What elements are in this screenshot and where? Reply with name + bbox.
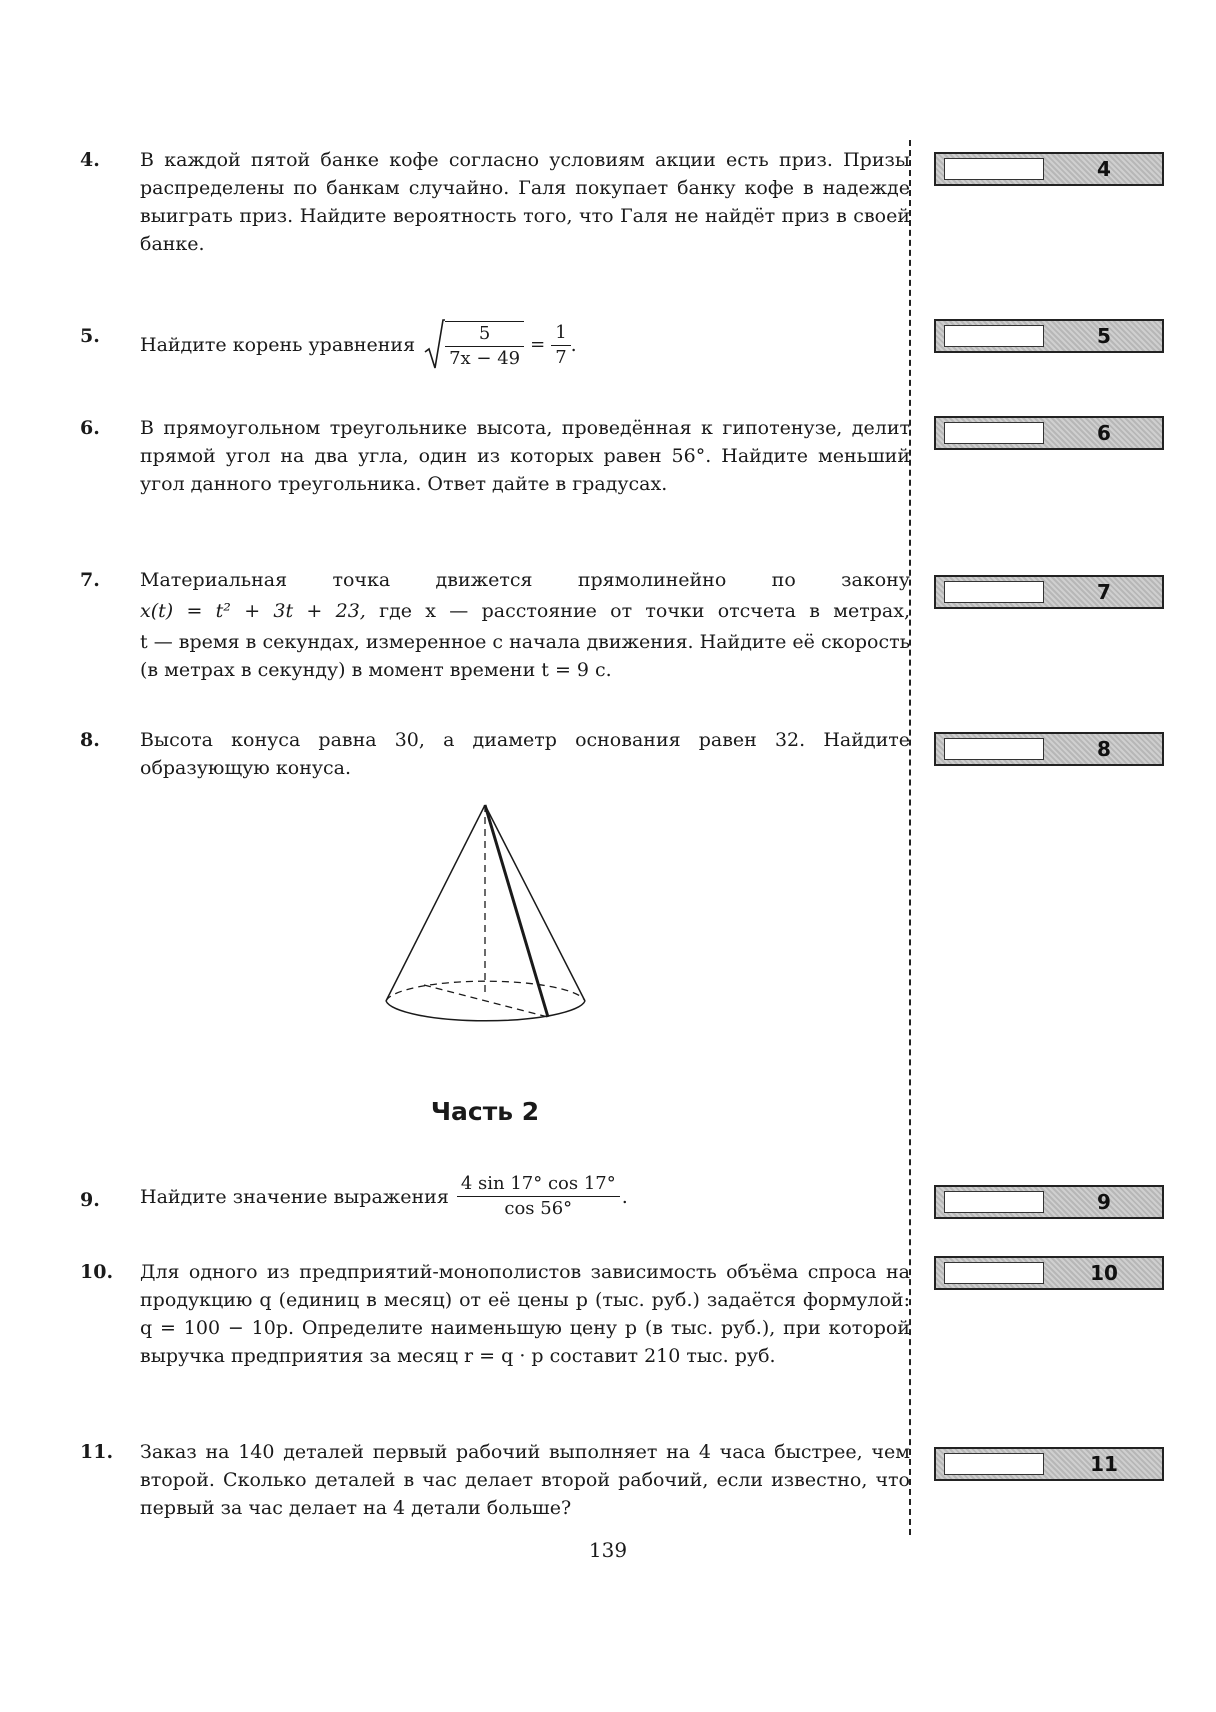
page-number: 139 — [588, 1538, 628, 1562]
formula-explanation: где x — расстояние от точки отсчета в метрах, — [379, 600, 910, 622]
problem-number: 9. — [80, 1189, 100, 1211]
problem-text-line3: t — время в секундах, измеренное с начала движения. Найдите её скорость (в метрах в секунду) в момент времени t = 9 с. — [140, 631, 910, 681]
period: . — [570, 334, 577, 356]
trig-denominator: cos 56° — [504, 1198, 573, 1219]
cone-base-diameter — [424, 985, 548, 1017]
answer-label: 5 — [1097, 324, 1111, 348]
answer-field[interactable] — [944, 581, 1044, 603]
problem-text: В каждой пятой банке кофе согласно условиям акции есть приз. Призы распределены по банкам случайно. Галя покупает банку кофе в надежде выиграть приз. Найдите вероятность того, что Галя не найдёт приз в своей банке. — [140, 149, 910, 255]
answer-box-10[interactable] — [934, 1256, 1164, 1290]
motion-formula: x(t) = t² + 3t + 23, — [140, 600, 366, 622]
problem-number: 5. — [80, 325, 100, 347]
rhs-numerator: 1 — [551, 321, 570, 346]
problem-text-line2 — [140, 597, 910, 625]
problem-number: 4. — [80, 149, 100, 171]
answer-label: 9 — [1097, 1190, 1111, 1214]
sqrt-denominator: 7x − 49 — [449, 348, 521, 369]
answer-box-11[interactable] — [934, 1447, 1164, 1481]
section-title: Часть 2 — [430, 1097, 540, 1126]
problem-text-line1: Материальная точка движется прямолинейно по закону — [140, 569, 910, 591]
answer-field[interactable] — [944, 1191, 1044, 1213]
trig-fraction — [457, 1172, 620, 1221]
problem-number: 8. — [80, 729, 100, 751]
cone-base-front — [386, 1001, 585, 1021]
problem-text-lead: Найдите значение выражения — [140, 1185, 449, 1208]
problem-number: 11. — [80, 1441, 114, 1463]
problem-number: 6. — [80, 417, 100, 439]
trig-numerator: 4 sin 17° cos 17° — [457, 1172, 620, 1197]
answer-box-9[interactable] — [934, 1185, 1164, 1219]
answer-field[interactable] — [944, 1453, 1044, 1475]
answer-field[interactable] — [944, 738, 1044, 760]
answer-box-5[interactable] — [934, 319, 1164, 353]
problem-text: В прямоугольном треугольнике высота, проведённая к гипотенузе, делит прямой угол на два угла, один из которых равен 56°. Найдите меньший угол данного треугольника. Ответ дайте в градусах. — [140, 417, 910, 495]
answer-box-8[interactable] — [934, 732, 1164, 766]
answer-label: 8 — [1097, 737, 1111, 761]
cone-left-side — [386, 805, 485, 1001]
problem-text — [140, 318, 910, 372]
problem-text-lead: Найдите корень уравнения — [140, 334, 416, 356]
problem-text — [140, 1172, 910, 1221]
problem-text: Заказ на 140 деталей первый рабочий выполняет на 4 часа быстрее, чем второй. Сколько деталей в час делает второй рабочий, если известно, что первый за час делает на 4 детали больше? — [140, 1441, 910, 1519]
problem-text: Высота конуса равна 30, а диаметр основания равен 32. Найдите образующую конуса. — [140, 729, 910, 779]
problem-text: Для одного из предприятий-монополистов зависимость объёма спроса на продукцию q (единиц в месяц) от её цены p (тыс. руб.) задаётся формулой: q = 100 − 10p. Определите наименьшую цену p (в тыс. руб.), при которой выручка предприятия за месяц r = q · p составит 210 тыс. руб. — [140, 1261, 910, 1367]
answer-box-7[interactable] — [934, 575, 1164, 609]
answer-field[interactable] — [944, 1262, 1044, 1284]
answer-field[interactable] — [944, 325, 1044, 347]
answer-label: 6 — [1097, 421, 1111, 445]
sqrt-sign-icon — [423, 318, 445, 372]
answer-label: 4 — [1097, 157, 1111, 181]
cone-figure — [380, 795, 600, 1030]
problem-number: 10. — [80, 1261, 114, 1283]
answer-label: 10 — [1090, 1261, 1118, 1285]
equals-sign: = — [530, 334, 546, 355]
problem-text — [140, 566, 910, 684]
rhs-fraction — [551, 321, 570, 370]
sqrt-fraction — [445, 321, 524, 371]
problem-number: 7. — [80, 569, 100, 591]
rhs-denominator: 7 — [555, 346, 567, 368]
sqrt-numerator: 5 — [445, 322, 524, 347]
answer-field[interactable] — [944, 158, 1044, 180]
answer-box-4[interactable] — [934, 152, 1164, 186]
sqrt-expression — [423, 318, 524, 372]
answer-label: 11 — [1090, 1452, 1118, 1476]
period: . — [621, 1185, 628, 1208]
answer-field[interactable] — [944, 422, 1044, 444]
answer-label: 7 — [1097, 580, 1111, 604]
answer-box-6[interactable] — [934, 416, 1164, 450]
